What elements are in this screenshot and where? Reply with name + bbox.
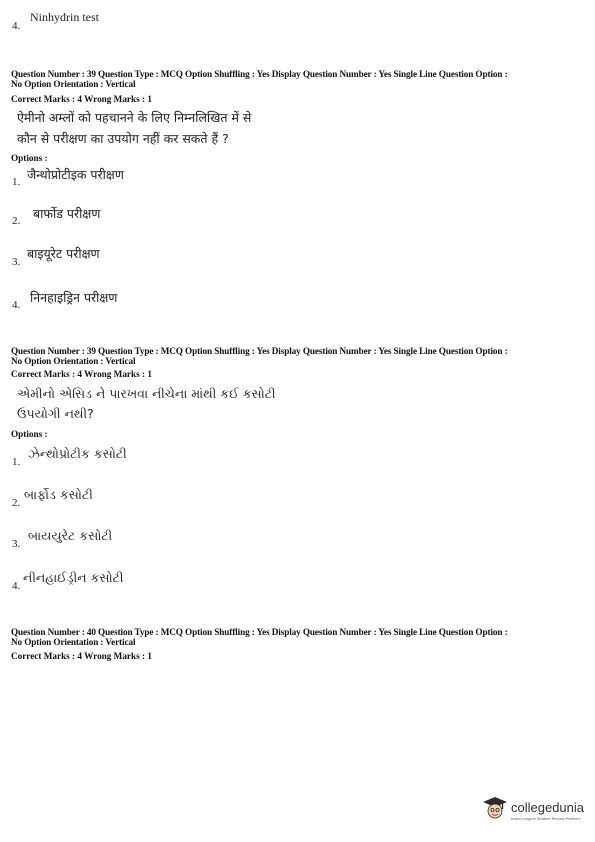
marks-line: Correct Marks : 4 Wrong Marks : 1 [11, 369, 152, 379]
brand-name: collegedunia [511, 800, 585, 815]
option-number: 1. [12, 176, 21, 188]
option-text: बाइयूरेट परीक्षण [27, 246, 100, 261]
collegedunia-logo [482, 795, 585, 829]
option-text: નીનહાઈડ્રીન કસોટી [23, 570, 124, 585]
option-text: बार्फोड परीक्षण [33, 206, 101, 221]
question-meta-line1: Question Number : 39 Question Type : MCQ Option Shuffling : Yes Display Question Number : Yes Single Line Question Option : [11, 346, 508, 356]
brand-tagline: India's largest Student Review Platform [511, 816, 581, 821]
question-text-line2: ઉપયોગી નથી? [17, 406, 94, 421]
marks-line: Correct Marks : 4 Wrong Marks : 1 [11, 651, 152, 661]
marks-line: Correct Marks : 4 Wrong Marks : 1 [11, 94, 152, 104]
option-text: निनहाइड्रिन परीक्षण [30, 290, 118, 305]
option-number: 2. [12, 215, 21, 227]
option-number: 2. [12, 497, 21, 509]
question-meta-line1: Question Number : 40 Question Type : MCQ Option Shuffling : Yes Display Question Number : Yes Single Line Question Option : [11, 627, 508, 637]
question-meta-line2: No Option Orientation : Vertical [11, 356, 136, 366]
question-text-line2: कौन से परीक्षण का उपयोग नहीं कर सकते हैं ? [17, 131, 229, 146]
question-text-line1: ऐमीनो अम्लों को पहचानने के लिए निम्नलिखित में से [17, 110, 252, 125]
option-number: 1. [12, 456, 21, 468]
option-number: 4. [12, 20, 21, 32]
option-text: जैन्थोप्रोटीइक परीक्षण [27, 167, 124, 182]
question-text-line1: એમીનો એસિડ ને પારખવા નીચેના માંથી કઈ કસોટી [17, 386, 276, 401]
option-text: બાર્ફોડ કસોટી [24, 487, 93, 502]
option-number: 3. [12, 538, 21, 550]
option-text: બાયયુરેટ કસોટી [28, 528, 113, 543]
option-text: ઝેન્થોપ્રોટીક કસોટી [28, 446, 127, 461]
question-meta-line2: No Option Orientation : Vertical [11, 79, 136, 89]
question-meta-line2: No Option Orientation : Vertical [11, 637, 136, 647]
options-label: Options : [11, 153, 48, 163]
question-meta-line1: Question Number : 39 Question Type : MCQ Option Shuffling : Yes Display Question Number : Yes Single Line Question Option : [11, 69, 508, 79]
option-text: Ninhydrin test [30, 10, 99, 24]
option-number: 4. [12, 580, 21, 592]
options-label: Options : [11, 429, 48, 439]
graduate-mascot-icon [482, 795, 508, 821]
option-number: 3. [12, 256, 21, 268]
option-number: 4. [12, 299, 21, 311]
